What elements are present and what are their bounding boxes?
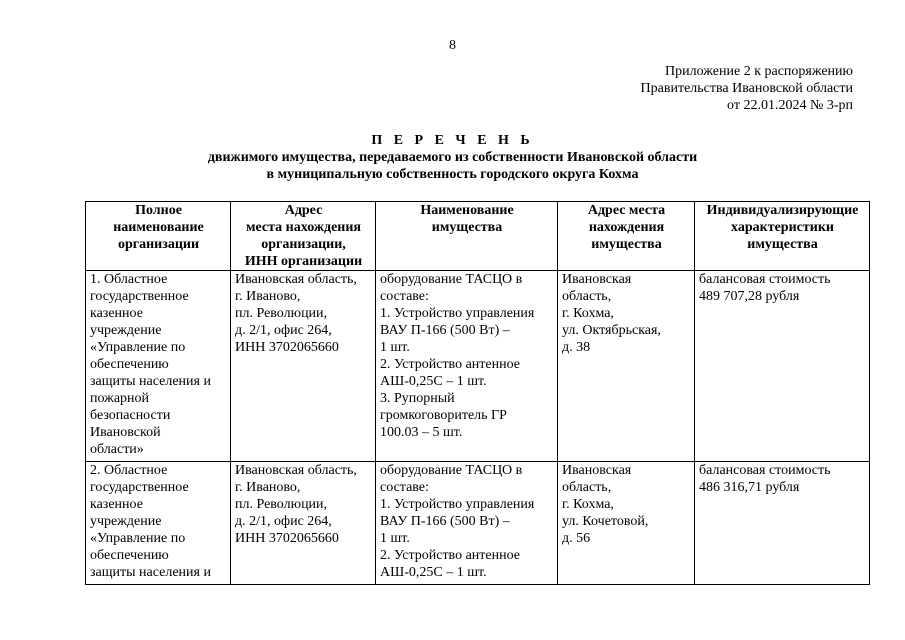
- cell-line: 100.03 – 5 шт.: [380, 425, 463, 440]
- cell-line: АШ-0,25С – 1 шт.: [380, 374, 487, 389]
- cell-line: обеспечению: [90, 548, 169, 563]
- cell-line: Ивановской: [90, 425, 161, 440]
- cell-line: государственное: [90, 480, 189, 495]
- cell-line: д. 38: [562, 340, 591, 355]
- cell-org-address: [231, 462, 376, 585]
- header-org: [86, 202, 231, 271]
- cell-org: [86, 271, 231, 462]
- header-characteristics: [695, 202, 870, 271]
- table-row: [86, 271, 870, 462]
- cell-line: д. 2/1, офис 264,: [235, 514, 332, 529]
- cell-line: 3. Рупорный: [380, 391, 455, 406]
- property-table: [85, 201, 870, 585]
- cell-org: [86, 462, 231, 585]
- cell-line: Индивидуализирующие: [706, 203, 859, 218]
- cell-line: имущества: [747, 237, 818, 252]
- cell-line: 1 шт.: [380, 531, 410, 546]
- cell-line: 2. Устройство антенное: [380, 548, 520, 563]
- cell-line: Наименование: [420, 203, 514, 218]
- cell-line: ул. Октябрьская,: [562, 323, 661, 338]
- cell-line: ИНН организации: [244, 254, 363, 269]
- cell-line: Полное: [135, 203, 182, 218]
- cell-line: учреждение: [90, 323, 162, 338]
- cell-line: ВАУ П-166 (500 Вт) –: [380, 323, 510, 338]
- header-org-address: [231, 202, 376, 271]
- document-title: [0, 132, 905, 183]
- cell-line: Ивановская: [562, 463, 632, 478]
- cell-line: оборудование ТАСЦО в: [380, 463, 523, 478]
- cell-line: 489 707,28 рубля: [699, 289, 800, 304]
- title-heading: П Е Р Е Ч Е Н Ь: [371, 133, 534, 148]
- cell-line: Адрес: [284, 203, 323, 218]
- cell-line: государственное: [90, 289, 189, 304]
- cell-line: наименование: [113, 220, 204, 235]
- cell-line: «Управление по: [90, 340, 186, 355]
- cell-line: ул. Кочетовой,: [562, 514, 649, 529]
- cell-line: Ивановская область,: [235, 272, 357, 287]
- cell-line: защиты населения и: [90, 374, 211, 389]
- cell-line: нахождения: [588, 220, 665, 235]
- cell-line: д. 56: [562, 531, 591, 546]
- cell-line: область,: [562, 289, 612, 304]
- cell-line: балансовая стоимость: [699, 272, 831, 287]
- cell-line: громкоговоритель ГР: [380, 408, 507, 423]
- appendix-line: от 22.01.2024 № 3-рп: [727, 98, 853, 113]
- cell-characteristics: [695, 271, 870, 462]
- cell-line: имущества: [431, 220, 503, 235]
- cell-line: организации: [117, 237, 200, 252]
- cell-line: учреждение: [90, 514, 162, 529]
- cell-line: область,: [562, 480, 612, 495]
- cell-line: Ивановская область,: [235, 463, 357, 478]
- cell-line: 1. Областное: [90, 272, 168, 287]
- cell-line: Адрес места: [587, 203, 666, 218]
- cell-line: составе:: [380, 289, 429, 304]
- cell-line: г. Кохма,: [562, 497, 614, 512]
- cell-line: казенное: [90, 497, 143, 512]
- cell-line: 486 316,71 рубля: [699, 480, 800, 495]
- page-number: 8: [449, 38, 456, 53]
- cell-line: г. Иваново,: [235, 480, 301, 495]
- title-line: движимого имущества, передаваемого из собственности Ивановской области: [207, 150, 698, 165]
- cell-line: пожарной: [90, 391, 150, 406]
- cell-property: [376, 271, 558, 462]
- table-header-row: [86, 202, 870, 271]
- cell-line: безопасности: [90, 408, 171, 423]
- cell-property-address: [558, 271, 695, 462]
- cell-line: 1 шт.: [380, 340, 410, 355]
- cell-line: 1. Устройство управления: [380, 497, 535, 512]
- cell-line: 1. Устройство управления: [380, 306, 535, 321]
- cell-line: обеспечению: [90, 357, 169, 372]
- cell-line: характеристики: [731, 220, 834, 235]
- appendix-line: Приложение 2 к распоряжению: [665, 64, 853, 79]
- table-row: [86, 462, 870, 585]
- cell-line: имущества: [591, 237, 662, 252]
- cell-line: пл. Революции,: [235, 497, 328, 512]
- cell-line: 2. Областное: [90, 463, 168, 478]
- cell-line: ИНН 3702065660: [235, 531, 339, 546]
- title-line: в муниципальную собственность городского округа Кохма: [266, 167, 639, 182]
- cell-line: области»: [90, 442, 144, 457]
- cell-line: г. Кохма,: [562, 306, 614, 321]
- cell-line: балансовая стоимость: [699, 463, 831, 478]
- cell-property-address: [558, 462, 695, 585]
- cell-line: ВАУ П-166 (500 Вт) –: [380, 514, 510, 529]
- cell-org-address: [231, 271, 376, 462]
- appendix-block: [641, 63, 853, 114]
- cell-line: защиты населения и: [90, 565, 211, 580]
- cell-line: организации,: [261, 237, 346, 252]
- cell-characteristics: [695, 462, 870, 585]
- cell-line: «Управление по: [90, 531, 186, 546]
- cell-line: г. Иваново,: [235, 289, 301, 304]
- cell-property: [376, 462, 558, 585]
- cell-line: ИНН 3702065660: [235, 340, 339, 355]
- cell-line: Ивановская: [562, 272, 632, 287]
- cell-line: казенное: [90, 306, 143, 321]
- cell-line: д. 2/1, офис 264,: [235, 323, 332, 338]
- cell-line: АШ-0,25С – 1 шт.: [380, 565, 487, 580]
- cell-line: 2. Устройство антенное: [380, 357, 520, 372]
- cell-line: пл. Революции,: [235, 306, 328, 321]
- appendix-line: Правительства Ивановской области: [640, 81, 853, 96]
- header-property: [376, 202, 558, 271]
- cell-line: места нахождения: [245, 220, 362, 235]
- cell-line: оборудование ТАСЦО в: [380, 272, 523, 287]
- cell-line: составе:: [380, 480, 429, 495]
- header-property-address: [558, 202, 695, 271]
